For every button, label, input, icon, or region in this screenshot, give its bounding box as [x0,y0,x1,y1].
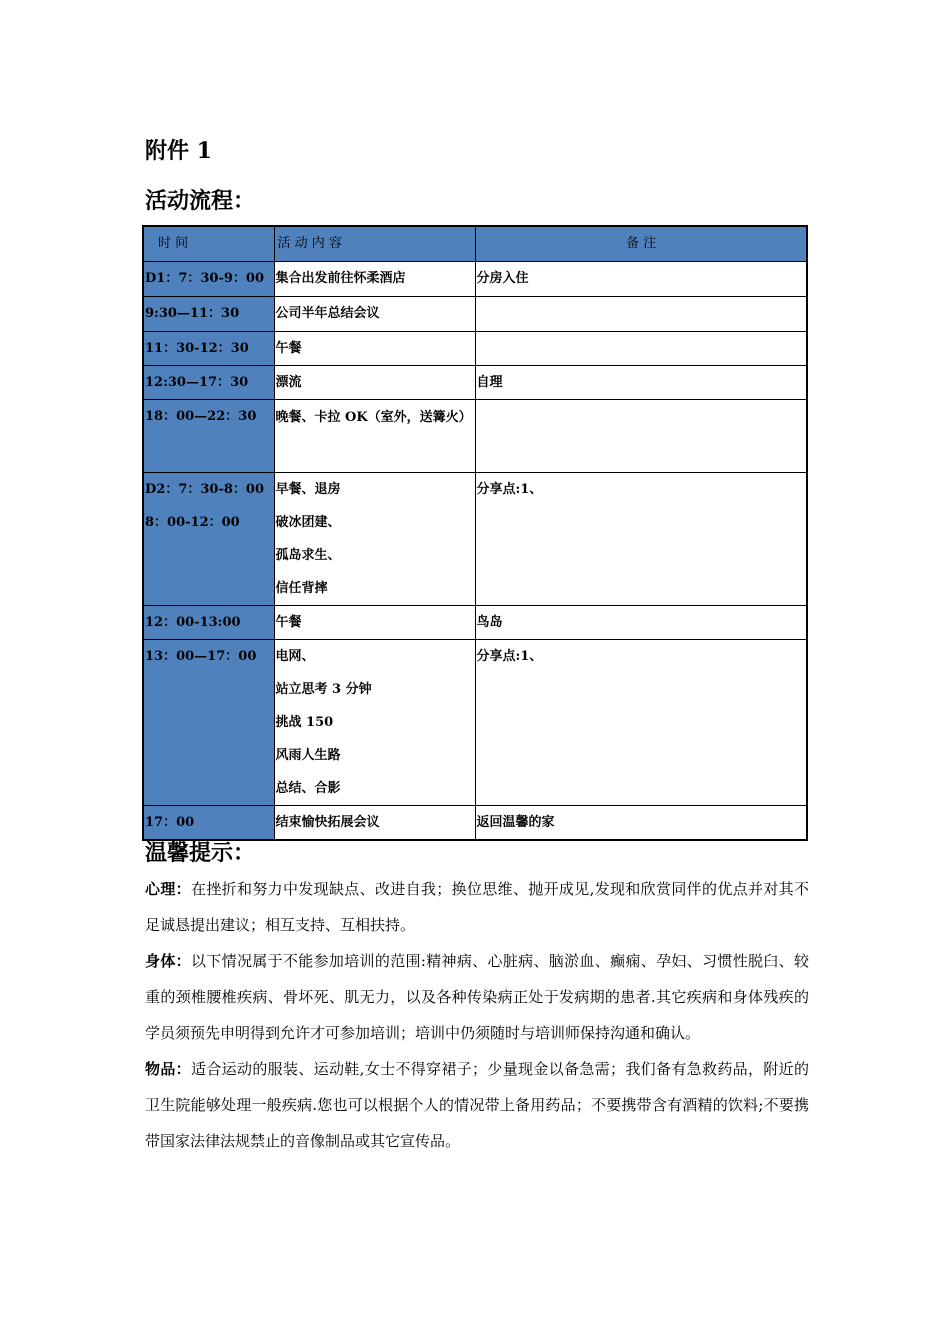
activity-cell: 晚餐、卡拉 OK（室外，送篝火） [274,400,475,473]
time-cell: 17：00 [143,806,274,841]
table-row [143,262,807,297]
note-cell: 分享点:1、 [475,473,807,606]
header-notes: 备 注 [475,226,807,262]
table-row [143,400,807,473]
activity-cell: 电网、 站立思考 3 分钟 挑战 150 风雨人生路 总结、合影 [274,640,475,806]
table-header-row [143,226,807,262]
table-row [143,297,807,332]
time-cell: 9:30—11：30 [143,297,274,332]
tip-items: 物品：适合运动的服装、运动鞋,女士不得穿裙子；少量现金以备急需；我们备有急救药品，附近的卫生院能够处理一般疾病.您也可以根据个人的情况带上备用药品；不要携带含有酒精的饮料;不要携带国家法律法规禁止的音像制品或其它宣传品。 [145,1060,809,1150]
note-cell: 分房入住 [475,262,807,297]
time-cell: D2：7：30-8：00 8：00-12：00 [143,473,274,606]
time-cell: D1：7：30-9：00 [143,262,274,297]
activity-cell: 午餐 [274,606,475,640]
note-cell [475,400,807,473]
activity-cell: 结束愉快拓展会议 [274,806,475,841]
activity-cell: 集合出发前往怀柔酒店 [274,262,475,297]
note-cell [475,297,807,332]
tip-psychology: 心理：在挫折和努力中发现缺点、改进自我；换位思维、抛开成见,发现和欣赏同伴的优点并对其不足诚恳提出建议；相互支持、互相扶持。 [145,880,809,934]
header-activity: 活 动 内 容 [274,226,475,262]
note-cell: 鸟岛 [475,606,807,640]
activity-cell: 早餐、退房 破冰团建、 孤岛求生、 信任背摔 [274,473,475,606]
tip-physical: 身体：以下情况属于不能参加培训的范围:精神病、心脏病、脑淤血、癫痫、孕妇、习惯性脱臼、较重的颈椎腰椎疾病、骨坏死、肌无力，以及各种传染病正处于发病期的患者.其它疾病和身体残疾的学员须预先申明得到允许才可参加培训；培训中仍须随时与培训师保持沟通和确认。 [145,952,809,1042]
time-cell: 11：30-12：30 [143,332,274,366]
activity-cell: 漂流 [274,366,475,400]
time-cell: 12:30—17：30 [143,366,274,400]
tips-section [145,871,809,1159]
table-row [143,366,807,400]
time-cell: 12：00-13:00 [143,606,274,640]
header-time: 时 间 [143,226,274,262]
table-row [143,332,807,366]
table-row [143,473,807,606]
time-cell: 18：00—22：30 [143,400,274,473]
table-row [143,806,807,841]
activity-cell: 午餐 [274,332,475,366]
tips-heading: 温馨提示： [145,840,256,866]
activity-cell: 公司半年总结会议 [274,297,475,332]
table-row [143,640,807,806]
note-cell: 返回温馨的家 [475,806,807,841]
attachment-heading: 附件 1 [145,138,212,164]
schedule-table [142,225,808,841]
note-cell [475,332,807,366]
activity-flow-heading: 活动流程： [145,188,256,214]
table-row [143,606,807,640]
time-cell: 13：00—17：00 [143,640,274,806]
note-cell: 分享点:1、 [475,640,807,806]
note-cell: 自理 [475,366,807,400]
